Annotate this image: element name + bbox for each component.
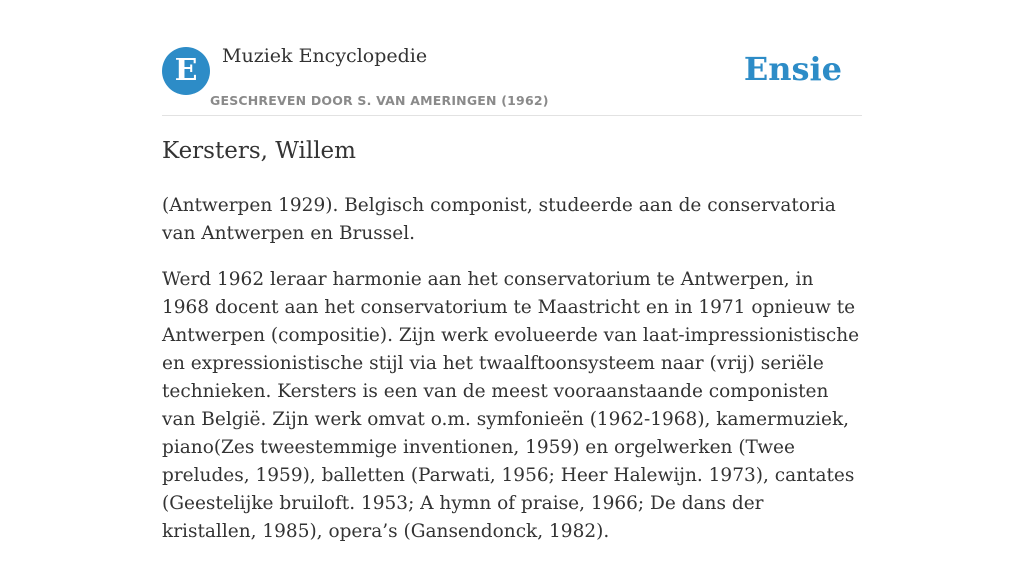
- source-title[interactable]: Muziek Encyclopedie: [222, 45, 428, 67]
- entry-paragraph: (Antwerpen 1929). Belgisch componist, studeerde aan de conservatoria van Antwerpen en Brussel.: [162, 195, 836, 244]
- entry-body: [162, 192, 862, 564]
- header-divider: [162, 115, 862, 116]
- article-page: [162, 0, 862, 542]
- entry-paragraph: Werd 1962 leraar harmonie aan het conservatorium te Antwerpen, in 1968 docent aan het conservatorium te Maastricht en in 1971 opnieuw te Antwerpen (compositie). Zijn werk evolueerde van laat-impressionistische en expressionistische stijl via het twaalftoonsysteem naar (vrij) seriële technieken. Kersters is een van de meest vooraanstaande componisten van België. Zijn werk omvat o.m. symfonieën (1962-1968), kamermuziek, piano(Zes tweestemmige inventionen, 1959) en orgelwerken (Twee preludes, 1959), balletten (Parwati, 1956; Heer Halewijn. 1973), cantates (Geestelijke bruiloft. 1953; A hymn of praise, 1966; De dans der kristallen, 1985), opera’s (Gansendonck, 1982).: [162, 269, 860, 542]
- entry-title: Kersters, Willem: [162, 138, 356, 164]
- encyclopedia-logo[interactable]: E: [162, 47, 210, 95]
- ensie-brand-link[interactable]: Ensie: [743, 50, 842, 88]
- author-line: GESCHREVEN DOOR S. VAN AMERINGEN (1962): [210, 93, 549, 108]
